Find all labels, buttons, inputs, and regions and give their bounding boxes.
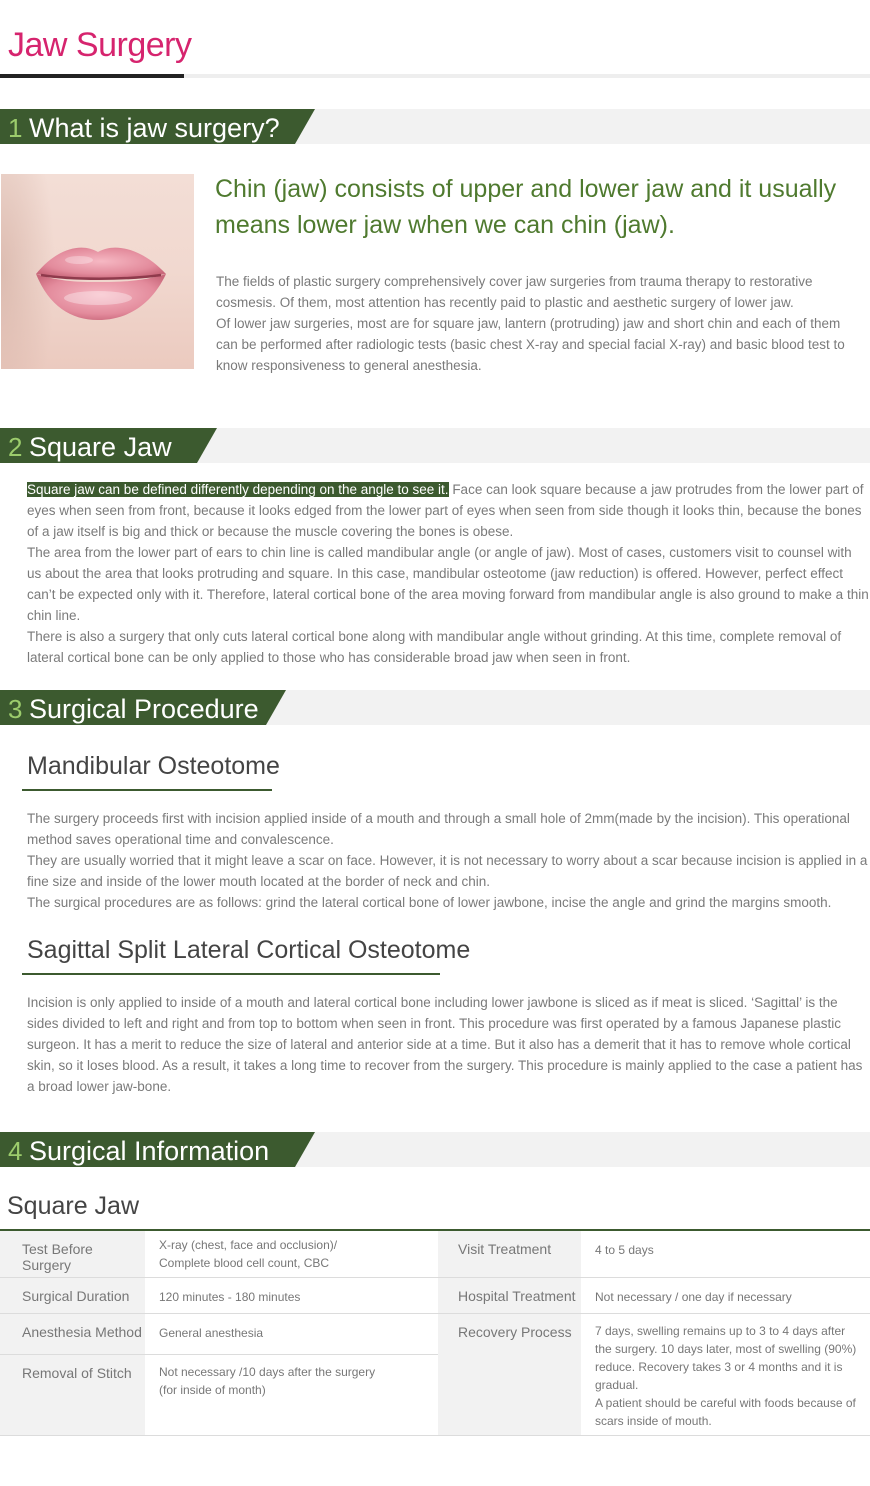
section-label: Square Jaw	[29, 432, 172, 462]
info-key: Visit Treatment	[438, 1230, 581, 1278]
square-jaw-paragraph: The area from the lower part of ears to chin line is called mandibular angle (or angle of jaw). Most of cases, customers visit to counsel with us about the area that looks protruding and square. In this case, mandibular osteotome (jaw reduction) is offered. However, perfect effect can’t be expected only with it. Therefore, lateral cortical bone of the area moving forward from mandibular angle is also ground to make a thin chin line.	[27, 545, 869, 623]
square-jaw-paragraph: There is also a surgery that only cuts lateral cortical bone along with mandibular angle without grinding. At this time, complete removal of lateral cortical bone can be only applied to those who has considerable broad jaw when seen in front.	[27, 629, 842, 665]
info-key: Recovery Process	[438, 1314, 581, 1436]
intro-lead: Chin (jaw) consists of upper and lower jaw and it usually means lower jaw when we can chin (jaw).	[215, 175, 837, 239]
section-header-3	[0, 690, 870, 725]
info-value: 4 to 5 days	[581, 1230, 870, 1278]
table-row	[0, 1314, 870, 1355]
mandibular-body	[27, 808, 869, 913]
square-jaw-body	[27, 479, 869, 668]
sagittal-body	[27, 992, 869, 1097]
info-value: X-ray (chest, face and occlusion)/ Complete blood cell count, CBC	[145, 1230, 438, 1278]
square-jaw-text: Face can look square because a jaw protrudes from the lower part of eyes when seen from front, because it looks edged from the lower part of eyes when seen from side though it looks thin, because the bones of a jaw itself is big and thick or because the muscle covering the bones is obese.	[27, 482, 864, 539]
square-jaw-highlight: Square jaw can be defined differently depending on the angle to see it.	[27, 482, 449, 497]
table-row	[0, 1278, 870, 1314]
info-key: Anesthesia Method	[0, 1314, 145, 1355]
section-label: What is jaw surgery?	[29, 113, 280, 143]
section-header-4	[0, 1132, 870, 1167]
mandibular-paragraph: The surgical procedures are as follows: grind the lateral cortical bone of lower jawbone, incise the angle and grind the margins smooth.	[27, 895, 832, 910]
info-value: Not necessary / one day if necessary	[581, 1278, 870, 1314]
section-label: Surgical Procedure	[29, 694, 259, 724]
surgical-info-table	[0, 1229, 870, 1436]
info-key: Test Before Surgery	[0, 1230, 145, 1278]
info-value: Not necessary /10 days after the surgery (for inside of month)	[145, 1354, 438, 1435]
mandibular-paragraph: They are usually worried that it might leave a scar on face. However, it is not necessary to worry about a scar because incision is applied in a fine size and inside of the lower mouth located at the border of neck and chin.	[27, 853, 868, 889]
section-number: 1	[8, 113, 23, 143]
info-key: Removal of Stitch	[0, 1354, 145, 1435]
section-number: 3	[8, 694, 23, 724]
title-divider-accent	[0, 74, 184, 78]
section-number: 4	[8, 1136, 23, 1166]
info-title: Square Jaw	[7, 1192, 140, 1220]
info-key: Surgical Duration	[0, 1278, 145, 1314]
info-key: Hospital Treatment	[438, 1278, 581, 1314]
info-value: 7 days, swelling remains up to 3 to 4 days after the surgery. 10 days later, most of swelling (90%) reduce. Recovery takes 3 or 4 months and it is gradual. A patient should be careful with foods because of scars inside of mouth.	[581, 1314, 870, 1436]
intro-body	[216, 271, 856, 376]
intro-paragraph: The fields of plastic surgery comprehensively cover jaw surgeries from trauma therapy to restorative cosmesis. Of them, most attention has recently paid to plastic and aesthetic surgery of lower jaw.	[216, 274, 813, 310]
table-row	[0, 1230, 870, 1278]
mandibular-title-rule	[22, 789, 272, 791]
sagittal-paragraph: Incision is only applied to inside of a mouth and lateral cortical bone including lower jawbone is sliced as if meat is sliced. ‘Sagittal’ is the sides divided to left and right and from top to bottom when seen in front. This procedure was first operated by a famous Japanese plastic surgeon. It has a merit to reduce the size of lateral and anterior side at a time. But it also has a demerit that it has to remove whole cortical skin, so it loses blood. As a result, it takes a long time to recover from the surgery. This procedure is mainly applied to the case a patient has a broad lower jaw-bone.	[27, 995, 863, 1094]
section-header-1	[0, 109, 870, 144]
mandibular-paragraph: The surgery proceeds first with incision applied inside of a mouth and through a small hole of 2mm(made by the incision). This operational method saves operational time and convalescence.	[27, 811, 850, 847]
lips-photo	[1, 174, 194, 369]
info-value: 120 minutes - 180 minutes	[145, 1278, 438, 1314]
square-jaw-paragraph	[27, 479, 869, 542]
sagittal-title: Sagittal Split Lateral Cortical Osteotome	[27, 936, 471, 964]
mandibular-title: Mandibular Osteotome	[27, 752, 280, 780]
sagittal-title-rule	[22, 973, 440, 975]
info-value: General anesthesia	[145, 1314, 438, 1355]
section-label: Surgical Information	[29, 1136, 270, 1166]
section-number: 2	[8, 432, 23, 462]
section-header-2	[0, 428, 870, 463]
page-title: Jaw Surgery	[8, 26, 192, 64]
intro-paragraph: Of lower jaw surgeries, most are for square jaw, lantern (protruding) jaw and short chin and each of them can be performed after radiologic tests (basic chest X-ray and special facial X-ray) and basic blood test to know responsiveness to general anesthesia.	[216, 316, 845, 373]
